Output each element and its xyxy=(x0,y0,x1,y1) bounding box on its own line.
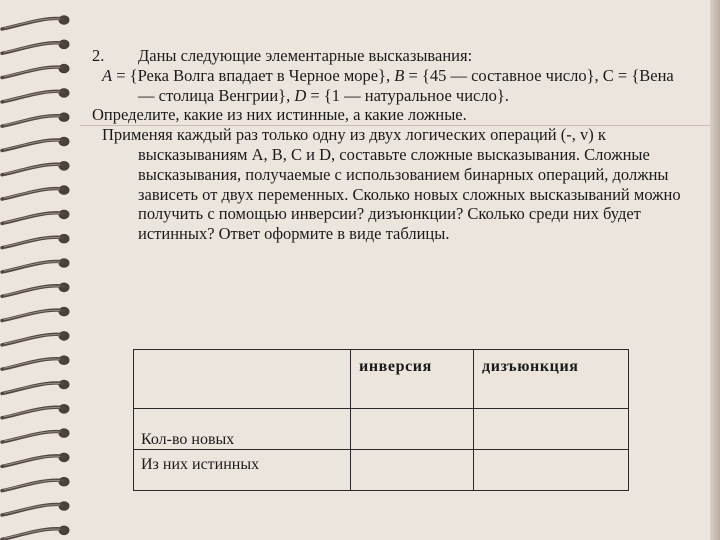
binding-ring xyxy=(2,64,70,78)
notebook-spiral-binding xyxy=(0,0,80,540)
header-disjunction xyxy=(474,350,629,409)
statements-definition xyxy=(92,66,692,106)
binding-ring xyxy=(2,453,70,467)
row-label-true-count: Из них истинных xyxy=(141,456,260,473)
binding-ring xyxy=(2,501,70,515)
row-label-cell xyxy=(134,450,351,491)
task-number: 2. xyxy=(92,46,105,65)
binding-ring xyxy=(2,234,70,248)
binding-ring xyxy=(2,380,70,394)
task-intro-text: Даны следующие элементарные высказывания: xyxy=(138,46,473,65)
statement-a: = {Река Волга впадает в Черное море}, xyxy=(112,65,395,85)
instruction-paragraph: Применяя каждый раз только одну из двух логических операций (-, v) к высказываниям А, B, C и D, составьте сложные высказывания. Сложные высказывания, получаемые с использованием бинарных операций, должны зависеть от двух переменных. Сколько новых сложных высказываний можно получить с помощью инверсии? дизъюнкции? Сколько среди них будет истинных? Ответ оформите в виде таблицы. xyxy=(102,125,681,244)
cell-true-inversion[interactable] xyxy=(351,450,474,491)
binding-ring xyxy=(2,355,70,369)
task-intro xyxy=(92,46,692,66)
question-line: Определите, какие из них истинные, а какие ложные. xyxy=(92,105,467,125)
binding-ring xyxy=(2,331,70,345)
cell-new-disjunction[interactable] xyxy=(474,409,629,450)
statement-d-end: натуральное число}. xyxy=(364,85,509,105)
binding-ring xyxy=(2,404,70,418)
header-disjunction-label: дизъюнкция xyxy=(482,358,579,375)
answer-table xyxy=(133,349,629,491)
cell-new-inversion[interactable] xyxy=(351,409,474,450)
var-b: B xyxy=(394,65,405,85)
binding-ring xyxy=(2,161,70,175)
binding-ring xyxy=(2,88,70,102)
binding-ring xyxy=(2,185,70,199)
binding-ring xyxy=(2,428,70,442)
binding-ring xyxy=(2,137,70,151)
binding-ring xyxy=(2,112,70,126)
table-corner-cell xyxy=(134,350,351,409)
binding-ring xyxy=(2,210,70,224)
binding-ring xyxy=(2,283,70,297)
task-text xyxy=(92,46,692,244)
table-row xyxy=(134,409,629,450)
binding-ring xyxy=(2,258,70,272)
statement-b: = {45 — составное xyxy=(404,65,542,85)
binding-ring xyxy=(2,40,70,54)
table-header-row xyxy=(134,350,629,409)
header-inversion-label: инверсия xyxy=(359,358,432,375)
table-row xyxy=(134,450,629,491)
var-d: D xyxy=(294,85,307,105)
binding-ring xyxy=(2,15,70,29)
var-a: A xyxy=(102,65,113,85)
statement-c: число}, С = {Вена — столица Венгрии}, xyxy=(138,65,674,105)
header-inversion xyxy=(351,350,474,409)
binding-ring xyxy=(2,477,70,491)
row-label-new-count: Кол-во новых xyxy=(141,431,235,448)
row-label-cell xyxy=(134,409,351,450)
binding-ring xyxy=(2,307,70,321)
statement-d: = {1 — xyxy=(306,85,361,105)
cell-true-disjunction[interactable] xyxy=(474,450,629,491)
binding-ring xyxy=(2,526,70,540)
